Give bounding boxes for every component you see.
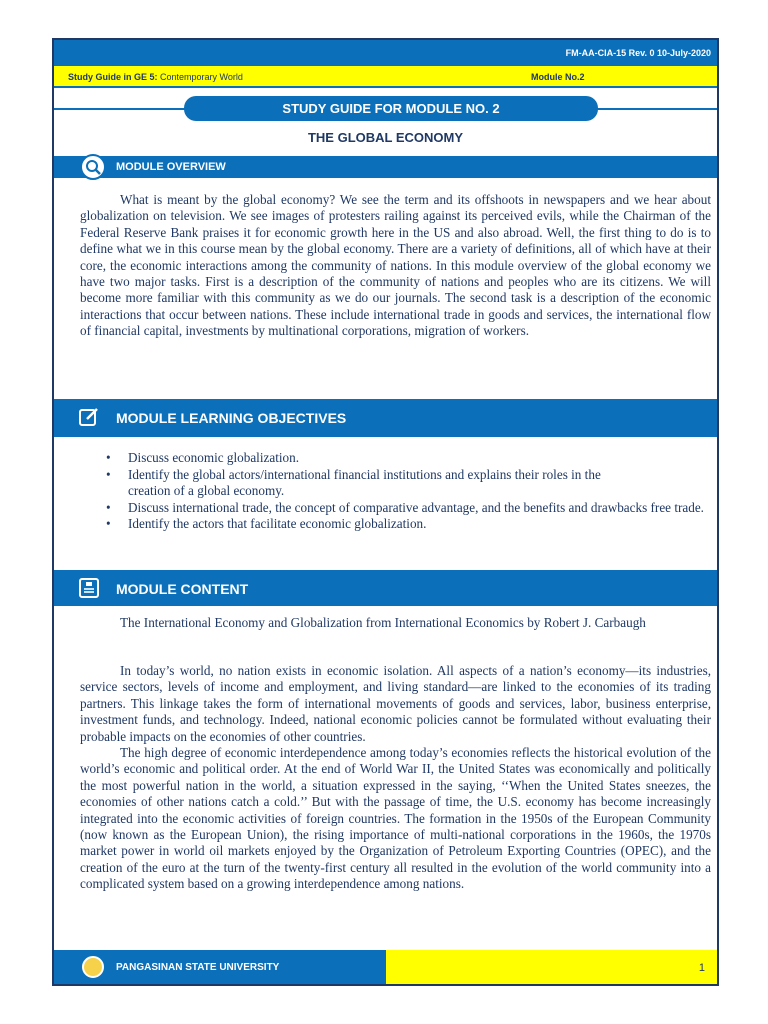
pencil-edit-icon: [78, 406, 100, 428]
list-item: • Discuss economic globalization.: [106, 450, 710, 467]
source-citation: The International Economy and Globalization from International Economics by Robert J. Carbaugh: [120, 615, 646, 630]
content-body: [80, 663, 711, 893]
content-paragraph-2: The high degree of economic interdependence among today’s economies reflects the historical evolution of the world’s economic and political order. At the end of World War II, the United States was economically and politically the most powerful nation in the world, a situation expressed in the saying, ‘‘When the United States sneezes, the economies of other nations catch a cold.’’ But with the passage of time, the U.S. economy has become increasingly integrated into the economic activities of foreign countries. The formation in the 1950s of the European Community (now known as the European Union), the rising importance of multi-national corporations in the 1960s, the 1970s market power in world oil markets enjoyed by the Organization of Petroleum Exporting Countries (OPEC), and the creation of the euro at the turn of the twenty-first century all resulted in the evolution of the world community into a complicated system based on a growing interdependence among nations.: [80, 745, 711, 892]
footer: [54, 950, 717, 984]
overview-paragraph: What is meant by the global economy? We see the term and its offshoots in newspapers and we hear about globalization on television. We see images of protesters railing against its perceived evils, while the Chairman of the Federal Reserve Bank praises it for economic growth here in the US and also abroad. Well, the first thing to do is to define what we in this course mean by the global economy. There are a variety of definitions, all of which have at their core, the economic interactions among the community of nations. In this module overview of the global economy we have two major tasks. First is a description of the community of nations and peoples who are its citizens. We will become more familiar with this community as we do our journals. The second task is a description of the economic interactions that occur between nations. These include international trade in goods and services, the international flow of financial capital, investments by multinational corporations, migration of workers.: [80, 192, 711, 339]
section-content-heading: MODULE CONTENT: [116, 581, 249, 597]
form-code: FM-AA-CIA-15 Rev. 0 10-July-2020: [565, 48, 711, 58]
section-objectives: [54, 399, 717, 437]
module-title: THE GLOBAL ECONOMY: [307, 130, 464, 145]
course-label: [68, 72, 243, 82]
university-name: PANGASINAN STATE UNIVERSITY: [116, 962, 280, 973]
document-icon: [78, 577, 100, 599]
study-guide-label: Study Guide in GE 5:: [68, 72, 158, 82]
content-source: [80, 615, 711, 631]
course-bar: [54, 66, 717, 88]
overview-text: [80, 192, 711, 340]
list-item: • Identify the global actors/international financial institutions and explains their roles in the creation of a global economy.: [106, 467, 710, 500]
university-seal-icon: [82, 956, 104, 978]
study-guide-title: STUDY GUIDE FOR MODULE NO. 2: [184, 96, 598, 121]
section-overview: [54, 156, 717, 178]
course-name: Contemporary World: [160, 72, 243, 82]
section-overview-heading: MODULE OVERVIEW: [116, 161, 226, 173]
section-content: [54, 570, 717, 606]
page-number: 1: [698, 962, 705, 974]
list-item: • Identify the actors that facilitate economic globalization.: [106, 516, 710, 533]
section-objectives-heading: MODULE LEARNING OBJECTIVES: [116, 410, 347, 426]
top-bar: [54, 40, 717, 66]
footer-university-bar: [54, 950, 386, 984]
magnifier-icon: [80, 154, 106, 180]
footer-page-bar: [386, 950, 717, 984]
content-paragraph-1: In today’s world, no nation exists in economic isolation. All aspects of a nation’s economy—its industries, service sectors, levels of income and employment, and living standard—are linked to the economies of its trading partners. This linkage takes the form of international movements of goods and services, labor, business enterprise, investment funds, and technology. Indeed, national economic policies cannot be formulated without evaluating their probable impacts on the economies of other countries.: [80, 663, 711, 744]
module-number: Module No.2: [531, 72, 585, 82]
objectives-list: [106, 450, 710, 533]
list-item: • Discuss international trade, the concept of comparative advantage, and the benefits and drawbacks free trade.: [106, 500, 710, 517]
page-frame: [52, 38, 719, 986]
